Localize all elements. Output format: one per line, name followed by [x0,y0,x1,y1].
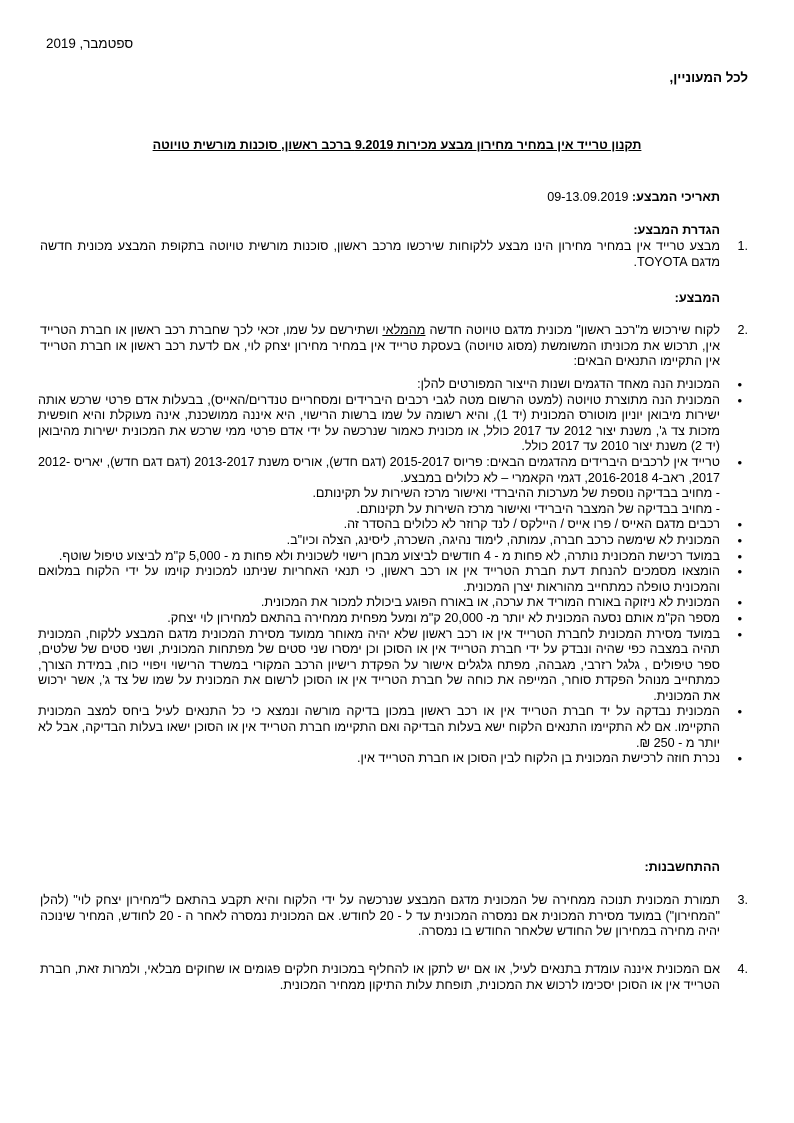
list-item: • המכונית הנה מאחד הדגמים ושנות הייצור המפורטים להלן: [38,377,748,393]
list-item: • הומצאו מסמכים להנחת דעת חברת הטרייד אין או רכב ראשון, כי תנאי האחריות שניתנו למכונית קוימו על ידי הלקוח במלואם והמכונית טופלה כמתחייב מהוראות יצרן המכונית. [38,564,748,595]
campaign-dates [547,190,720,206]
item-1-text: מבצע טרייד אין במחיר מחירון הינו מבצע ללקוחות שירכשו מרכב ראשון, סוכנות מורשית טויוטה בתקופת המבצע מכונית חדשה מדגם TOYOTA. [40,239,720,269]
document-date: ספטמבר, 2019 [46,36,134,51]
list-item: • המכונית לא שימשה כרכב חברה, עמותה, לימוד נהיגה, השכרה, ליסינג, הצלה וכיו"ב. [38,533,748,549]
item-2-text-start: לקוח שירכוש מ"רכב ראשון" מכונית מדגם טויוטה חדשה [425,323,721,337]
section-heading-definition: הגדרת המבצע: [633,223,720,237]
item-number-4: 4. [737,962,748,976]
campaign-dates-label: תאריכי המבצע: [631,190,720,204]
conditions-list [38,377,748,767]
list-item: • רכבים מדגם האייס / פרו אייס / היילקס / לנד קרוזר לא כלולים בהסדר זה. [38,517,748,533]
campaign-dates-value: 09-13.09.2019 [547,190,629,204]
section-heading-considerations: ההתחשבנות: [644,860,720,874]
document-title: תקנון טרייד אין במחיר מחירון מבצע מכירות 9.2019 ברכב ראשון, סוכנות מורשית טויוטה [152,138,642,152]
list-item: • המכונית לא ניזוקה באורח המוריד את ערכה, או באורח הפוגע ביכולת למכור את המכונית. [38,595,748,611]
item-3-text: תמורת המכונית תנוכה ממחירה של המכונית מדגם המבצע שנרכשה על ידי הלקוח והיא תקבע בהתאם ל"מחירון יצחק לוי" (להלן "המחירון") במועד מסירת המכונית אם נמסרה המכונית עד ל - 20 לחודש. אם המכונית נמסרה לאחר ה - 20 לחודש, המחיר שינוכה יהיה מחירה במחירון של החודש שלאחר החודש בו נמסרה. [40,893,721,939]
list-item: • המכונית נבדקה על יד חברת הטרייד אין או רכב ראשון במכון בדיקה מורשה ונמצא כי כל התנאים לעיל ביחס למצב המכונית התקיימו. אם לא התקיימו התנאים הלקוח ישא בעלות הבדיקה ואם התקיימו חברת הטרייד אין או הסוכן ישאו בעלות הבדיקה, אבל לא יותר מ - 250 ₪. [38,704,748,751]
item-2-underlined-word: מהמלאי [382,323,426,337]
item-2-text-end: ושתירשם על שמו, זכאי לכך שחברת רכב ראשון או חברת הטרייד אין, תרכוש את מכוניתו המשומשת (מסוג טויוטה) בעסקת טרייד אין במחיר מחירון יצחק לוי, אם לדעת רכב ראשון או חברת הטרייד אין התקיימו התנאים הבאים: [40,323,720,369]
item-4-text: אם המכונית איננה עומדת בתנאים לעיל, או אם יש לתקן או להחליף במכונית חלקים פגומים או שחוקים מבלאי, ולמרות זאת, חברת הטרייד אין או הסוכן יסכימו לרכוש את המכונית, תופחת עלות התיקון ממחיר המכונית. [40,962,720,992]
item-number-2: 2. [737,323,748,337]
sub-list-item: - מחויב בבדיקה של המצבר היברידי ואישור מרכז השירות על תקינותם. [356,501,720,516]
salutation: לכל המעוניין, [669,70,748,85]
list-item: • נכרת חוזה לרכישת המכונית בן הלקוח לבין הסוכן או חברת הטרייד אין. [38,751,748,767]
list-item: • במועד מסירת המכונית לחברת הטרייד אין או רכב ראשון שלא יהיה מאוחר ממועד מסירת המכונית מדגם המבצע ללקוח, המכונית תהיה במצבה כפי שהיה ונבדק על ידי חברת הטרייד אין או הסוכן וכן ימסרו שני סטים של מפתחות המכונית, ושני סטים של שלטים, ספר טיפולים , גלגל רזרבי, מגבהה, מפתח גלגלים אישור על הפקדת רישיון הרכב המקורי במשרד הרישוי ויפויי כוח, במידת הצורך, כמתחייב מנוהל הפקדת סוחר, המייפה את כוחה של חברת הטרייד אין או הסוכן לרשום את המכונית על שמו של צד ג', אשר ירכוש את המכונית. [38,627,748,705]
item-2-text [40,323,720,370]
item-number-1: 1. [737,239,748,253]
item-number-3: 3. [737,893,748,907]
sub-list-item: - מחויב בבדיקה נוספת של מערכות ההיברדי ואישור מרכז השירות על תקינותם. [312,486,720,501]
list-item: • מספר הק"מ אותם נסעה המכונית לא יותר מ- 20,000 ק"מ ומעל מפחית ממחירה בהתאם למחירון לוי יצחק. [38,611,748,627]
list-item: • המכונית הנה מתוצרת טויוטה (למעט הרשום מטה לגבי רכבים היברידים ומסחריים טנדרים/האייס), בבעלות אדם פרטי שרכש אותה ישירות מיבואן יוניון מוטורס המכונית (יד 1), והיא רשומה על שמו ברשות הרישוי, היא איננה ממושכנת, אינה מעוקלת והיא חופשית מזכות צד ג', משנת יצור 2012 עד 2017 כולל, או מכונית כאמור שנרכשה על ידי אדם פרטי ממי שרכש את המכונית ישירות מהיבואן (יד 2) משנת יצור 2010 עד 2017 כולל. [38,393,748,455]
section-heading-offer: המבצע: [674,291,720,305]
list-item: • במועד רכישת המכונית נותרה, לא פחות מ - 4 חודשים לביצוע מבחן רישוי לשכונית ולא פחות מ - 5,000 ק"מ לביצוע טיפול שוטף. [38,549,748,565]
list-item: • טרייד אין לרכבים היברידים מהדגמים הבאים: פריוס 2015-2017 (דגם חדש), אוריס משנת 2013-2017 (דגם דגם חדש), יאריס 2012-2017, ראב-4 2016-2018, דגמי הקאמרי – לא כלולים במבצע. [38,455,748,486]
